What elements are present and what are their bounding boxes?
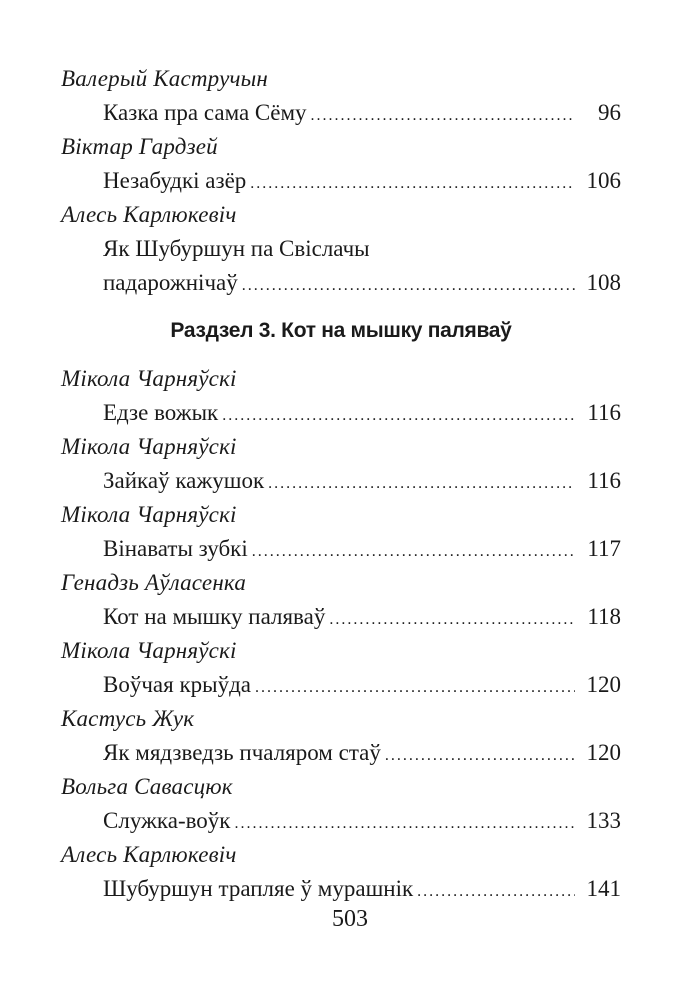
toc-item <box>61 362 621 430</box>
toc-item <box>61 566 621 634</box>
toc-author: Мікола Чарняўскі <box>61 502 237 527</box>
toc-title: Воўчая крыўда <box>103 672 251 697</box>
toc-title: Як мядзведзь пчаляром стаў <box>103 740 381 765</box>
toc-title: Кот на мышку паляваў <box>103 604 326 629</box>
toc-item <box>61 498 621 566</box>
toc-item <box>61 634 621 702</box>
dot-leader <box>222 399 575 433</box>
toc-entry[interactable] <box>61 804 621 838</box>
toc-entry[interactable] <box>61 266 621 300</box>
toc-entry[interactable] <box>61 872 621 906</box>
toc-title: Зайкаў кажушок <box>103 468 265 493</box>
toc-author: Валерый Кастручын <box>61 66 269 91</box>
toc-author: Мікола Чарняўскі <box>61 434 237 459</box>
dot-leader <box>329 603 575 637</box>
dot-leader <box>268 467 575 501</box>
toc-item <box>61 838 621 906</box>
toc-title: падарожнічаў <box>103 270 238 295</box>
toc-page-number: 133 <box>586 808 621 833</box>
toc-entry[interactable] <box>61 464 621 498</box>
toc-page-number: 108 <box>586 270 621 295</box>
toc-page-number: 116 <box>587 468 621 493</box>
toc-title: Вінаваты зубкі <box>103 536 248 561</box>
dot-leader <box>242 269 575 303</box>
dot-leader <box>250 167 575 201</box>
toc-item <box>61 62 621 130</box>
toc-entry[interactable] <box>61 736 621 770</box>
toc-title: Служка-воўк <box>103 808 231 833</box>
toc-entry[interactable] <box>61 96 621 130</box>
toc-author: Кастусь Жук <box>61 706 195 731</box>
toc-author: Мікола Чарняўскі <box>61 366 237 391</box>
toc-title: Казка пра сама Сёму <box>103 100 307 125</box>
toc-entry[interactable] <box>61 668 621 702</box>
table-of-contents <box>61 62 621 906</box>
toc-page-number: 96 <box>598 100 621 125</box>
dot-leader <box>385 739 575 773</box>
toc-item <box>61 430 621 498</box>
toc-entry[interactable] <box>61 164 621 198</box>
toc-page-number: 120 <box>586 740 621 765</box>
toc-page-number: 106 <box>586 168 621 193</box>
toc-item <box>61 770 621 838</box>
dot-leader <box>255 671 575 705</box>
toc-author: Віктар Гардзей <box>61 134 218 159</box>
page-number: 503 <box>332 906 368 932</box>
toc-entry[interactable] <box>61 600 621 634</box>
toc-item <box>61 702 621 770</box>
toc-author: Мікола Чарняўскі <box>61 638 237 663</box>
toc-entry[interactable] <box>61 532 621 566</box>
toc-title: Едзе вожык <box>103 400 219 425</box>
toc-author: Алесь Карлюкевіч <box>61 842 237 867</box>
toc-item <box>61 198 621 300</box>
dot-leader <box>311 99 575 133</box>
toc-title: Шубуршун трапляе ў мурашнік <box>103 876 414 901</box>
dot-leader <box>234 807 575 841</box>
toc-author: Алесь Карлюкевіч <box>61 202 237 227</box>
toc-page-number: 117 <box>587 536 621 561</box>
toc-entry[interactable] <box>61 396 621 430</box>
toc-title: Незабудкі азёр <box>103 168 247 193</box>
dot-leader <box>417 875 575 909</box>
toc-author: Генадзь Аўласенка <box>61 570 247 595</box>
toc-page-number: 118 <box>587 604 621 629</box>
toc-item <box>61 130 621 198</box>
section-heading: Раздзел 3. Кот на мышку паляваў <box>170 319 512 342</box>
toc-author: Вольга Савасцюк <box>61 774 233 799</box>
toc-page-number: 116 <box>587 400 621 425</box>
dot-leader <box>252 535 575 569</box>
toc-page-number: 120 <box>586 672 621 697</box>
toc-title-line1[interactable]: Як Шубуршун па Свіслачы <box>103 236 370 261</box>
toc-page-number: 141 <box>586 876 621 901</box>
